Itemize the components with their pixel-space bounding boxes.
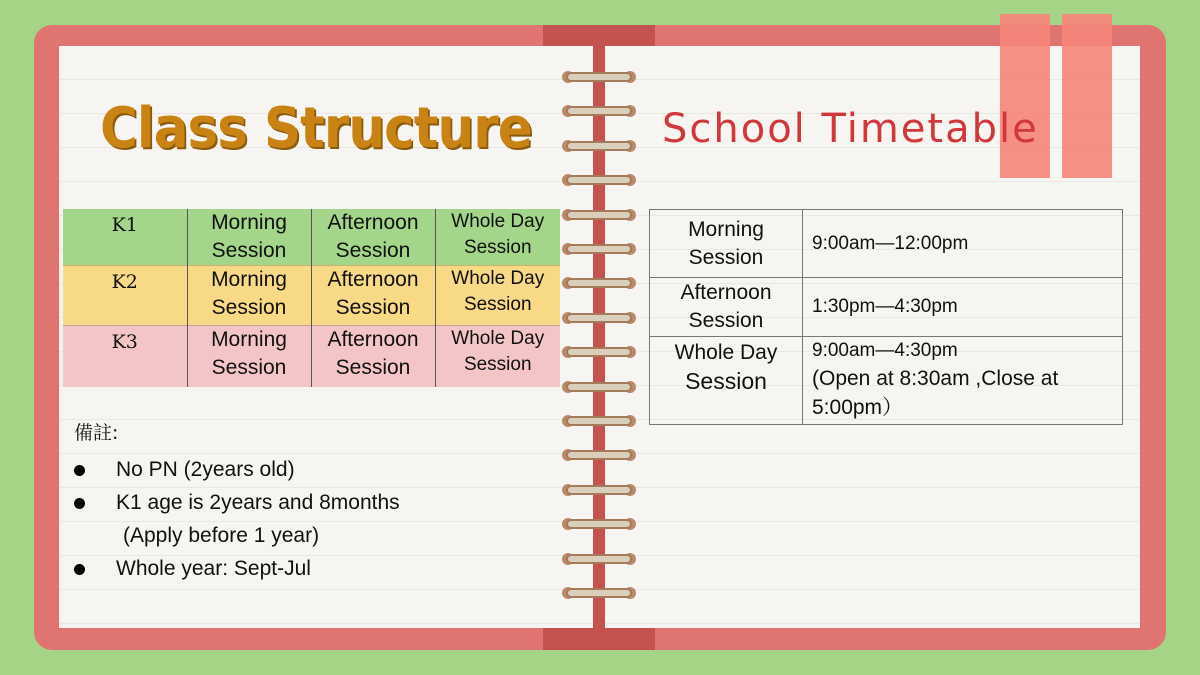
- session-time-cell: 1:30pm—4:30pm: [803, 278, 1123, 337]
- school-timetable-table: [649, 209, 1123, 425]
- binding-ring: [560, 307, 638, 329]
- bookmark-tab: [1062, 14, 1112, 178]
- binding-ring: [560, 238, 638, 260]
- note-subitem: (Apply before 1 year): [123, 524, 320, 547]
- whole-day-session-cell: Whole Day Session: [435, 209, 560, 266]
- afternoon-session-cell: Afternoon Session: [311, 326, 435, 387]
- spiral-binding: [560, 66, 638, 626]
- binding-ring: [560, 66, 638, 88]
- notes-list: [74, 453, 554, 585]
- binding-ring: [560, 376, 638, 398]
- binding-ring: [560, 444, 638, 466]
- class-row-k3: [63, 326, 560, 387]
- class-structure-table: [63, 209, 560, 387]
- note-item: Whole year: Sept-Jul: [74, 552, 554, 585]
- whole-day-session-cell: Whole Day Session: [435, 266, 560, 326]
- morning-session-cell: Morning Session: [187, 209, 311, 266]
- timetable-row-whole-day: [650, 337, 1123, 425]
- binding-ring: [560, 548, 638, 570]
- notes-title: 備註:: [74, 422, 119, 444]
- whole-day-session-cell: Whole Day Session: [435, 326, 560, 387]
- session-label-cell: Morning Session: [650, 210, 803, 278]
- bookmark-tab: [1000, 14, 1050, 178]
- binding-ring: [560, 479, 638, 501]
- class-level-cell: K3: [111, 331, 138, 353]
- binding-ring: [560, 100, 638, 122]
- note-item: No PN (2years old): [74, 453, 554, 486]
- class-level-cell: K1: [111, 214, 138, 236]
- morning-session-cell: Morning Session: [187, 266, 311, 326]
- bullet-icon: [74, 564, 85, 575]
- session-note: (Open at 8:30am ,Close at 5:00pm）: [812, 367, 1059, 419]
- bullet-icon: [74, 465, 85, 476]
- session-label-cell: Afternoon Session: [650, 278, 803, 337]
- morning-session-cell: Morning Session: [187, 326, 311, 387]
- school-timetable-title: School Timetable: [662, 106, 1039, 152]
- binding-ring: [560, 513, 638, 535]
- binding-ring: [560, 582, 638, 604]
- afternoon-session-cell: Afternoon Session: [311, 266, 435, 326]
- binding-ring: [560, 204, 638, 226]
- class-structure-title: Class Structure: [100, 96, 532, 161]
- timetable-row-afternoon: [650, 278, 1123, 337]
- class-row-k2: [63, 266, 560, 326]
- binding-ring: [560, 135, 638, 157]
- binding-ring: [560, 272, 638, 294]
- class-level-cell: K2: [111, 271, 138, 293]
- class-row-k1: [63, 209, 560, 266]
- binding-ring: [560, 169, 638, 191]
- binding-ring: [560, 341, 638, 363]
- timetable-row-morning: [650, 210, 1123, 278]
- binding-ring: [560, 410, 638, 432]
- note-item: K1 age is 2years and 8months (Apply before 1 year): [74, 486, 554, 552]
- session-label-cell: Whole Day Session: [650, 337, 803, 425]
- session-time-cell: 9:00am—12:00pm: [803, 210, 1123, 278]
- notes-section: [74, 418, 554, 585]
- session-time-cell: 9:00am—4:30pm (Open at 8:30am ,Close at 5:00pm）: [803, 337, 1123, 425]
- afternoon-session-cell: Afternoon Session: [311, 209, 435, 266]
- bullet-icon: [74, 498, 85, 509]
